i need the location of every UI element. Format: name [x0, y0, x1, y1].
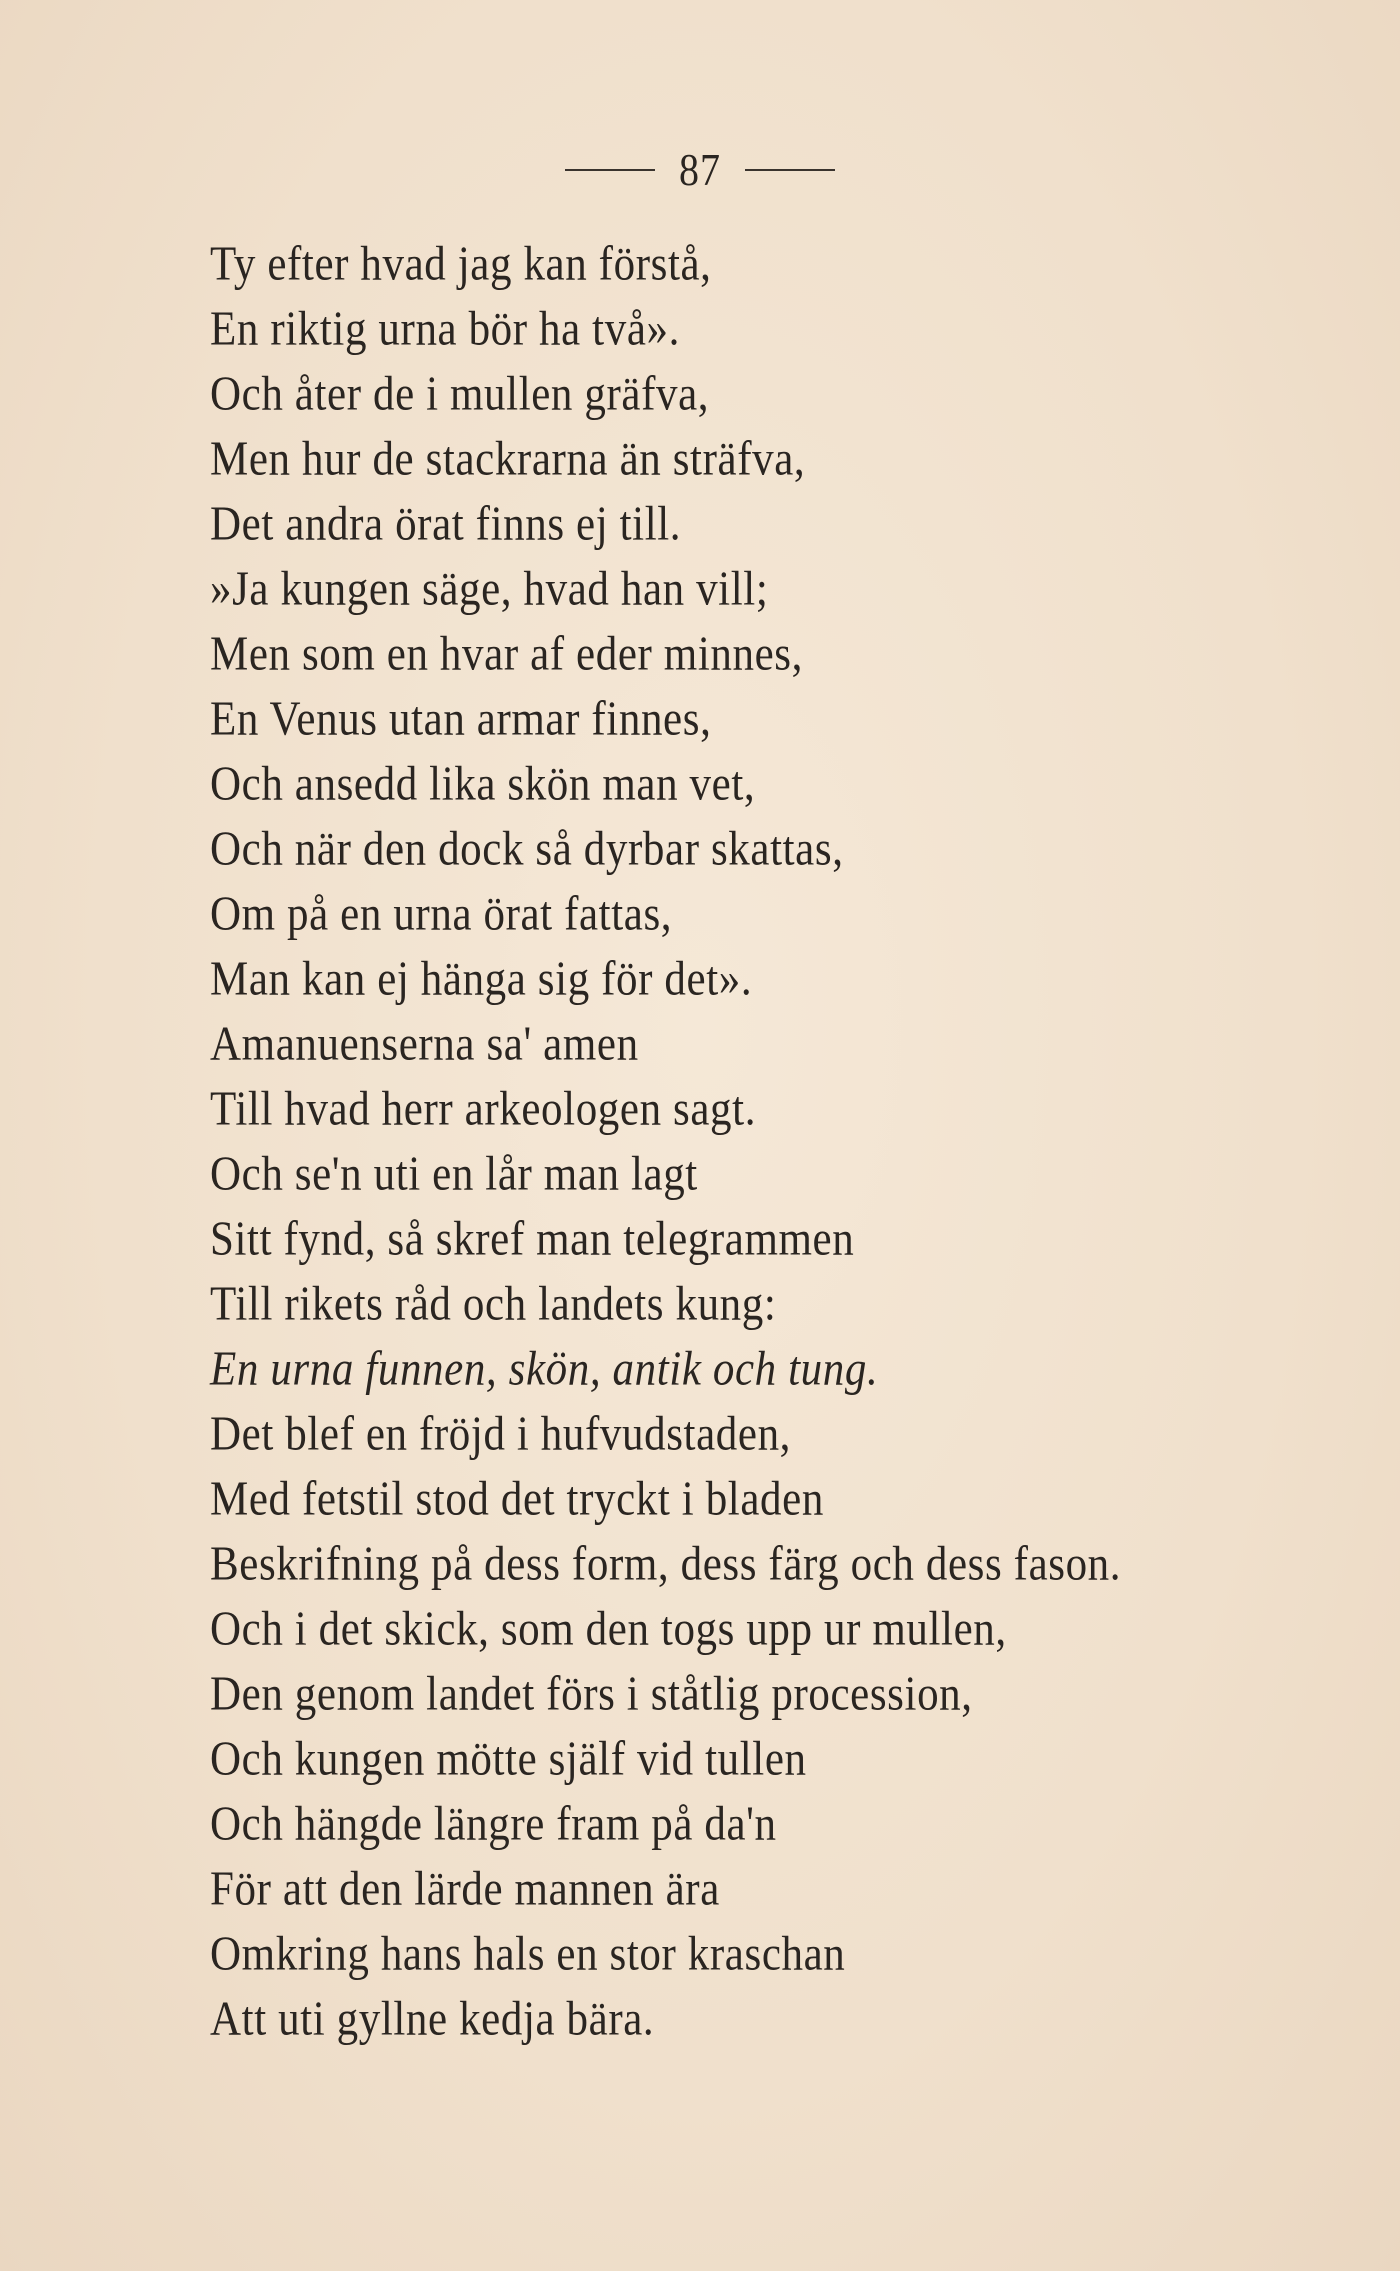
verse-line: Den genom landet förs i ståtlig procession,	[210, 1668, 973, 1721]
verse-line: Det blef en fröjd i hufvudstaden,	[210, 1408, 792, 1461]
verse-line: En Venus utan armar finnes,	[210, 693, 712, 746]
verse-line: Om på en urna örat fattas,	[210, 888, 673, 941]
verse-line: Och kungen mötte själf vid tullen	[210, 1733, 807, 1786]
verse-line: Men hur de stackrarna än sträfva,	[210, 433, 806, 486]
page-header	[0, 143, 1400, 196]
verse-line: Och se'n uti en lår man lagt	[210, 1148, 698, 1201]
verse-line: Till rikets råd och landets kung:	[210, 1278, 777, 1331]
poem-text	[210, 232, 1310, 2052]
verse-line: Att uti gyllne kedja bära.	[210, 1993, 655, 2046]
page-number: 87	[679, 143, 721, 196]
verse-line: För att den lärde mannen ära	[210, 1863, 720, 1916]
verse-line: Med fetstil stod det tryckt i bladen	[210, 1473, 824, 1526]
verse-line-italic: En urna funnen, skön, antik och tung.	[210, 1343, 879, 1396]
verse-line: Och åter de i mullen gräfva,	[210, 368, 710, 421]
verse-line: Sitt fynd, så skref man telegrammen	[210, 1213, 855, 1266]
header-rule-left	[565, 169, 655, 171]
verse-line: Beskrifning på dess form, dess färg och dess fason.	[210, 1538, 1122, 1591]
verse-line: En riktig urna bör ha två».	[210, 303, 680, 356]
verse-line: Och ansedd lika skön man vet,	[210, 758, 756, 811]
verse-line: »Ja kungen säge, hvad han vill;	[210, 563, 769, 616]
verse-line: Och i det skick, som den togs upp ur mullen,	[210, 1603, 1007, 1656]
verse-line: Det andra örat finns ej till.	[210, 498, 682, 551]
verse-line: Man kan ej hänga sig för det».	[210, 953, 753, 1006]
verse-line: Till hvad herr arkeologen sagt.	[210, 1083, 757, 1136]
verse-line: Ty efter hvad jag kan förstå,	[210, 238, 712, 291]
header-rule-right	[745, 169, 835, 171]
verse-line: Men som en hvar af eder minnes,	[210, 628, 803, 681]
verse-line: Och hängde längre fram på da'n	[210, 1798, 777, 1851]
verse-line: Amanuenserna sa' amen	[210, 1018, 639, 1071]
verse-line: Omkring hans hals en stor kraschan	[210, 1928, 846, 1981]
verse-line: Och när den dock så dyrbar skattas,	[210, 823, 844, 876]
